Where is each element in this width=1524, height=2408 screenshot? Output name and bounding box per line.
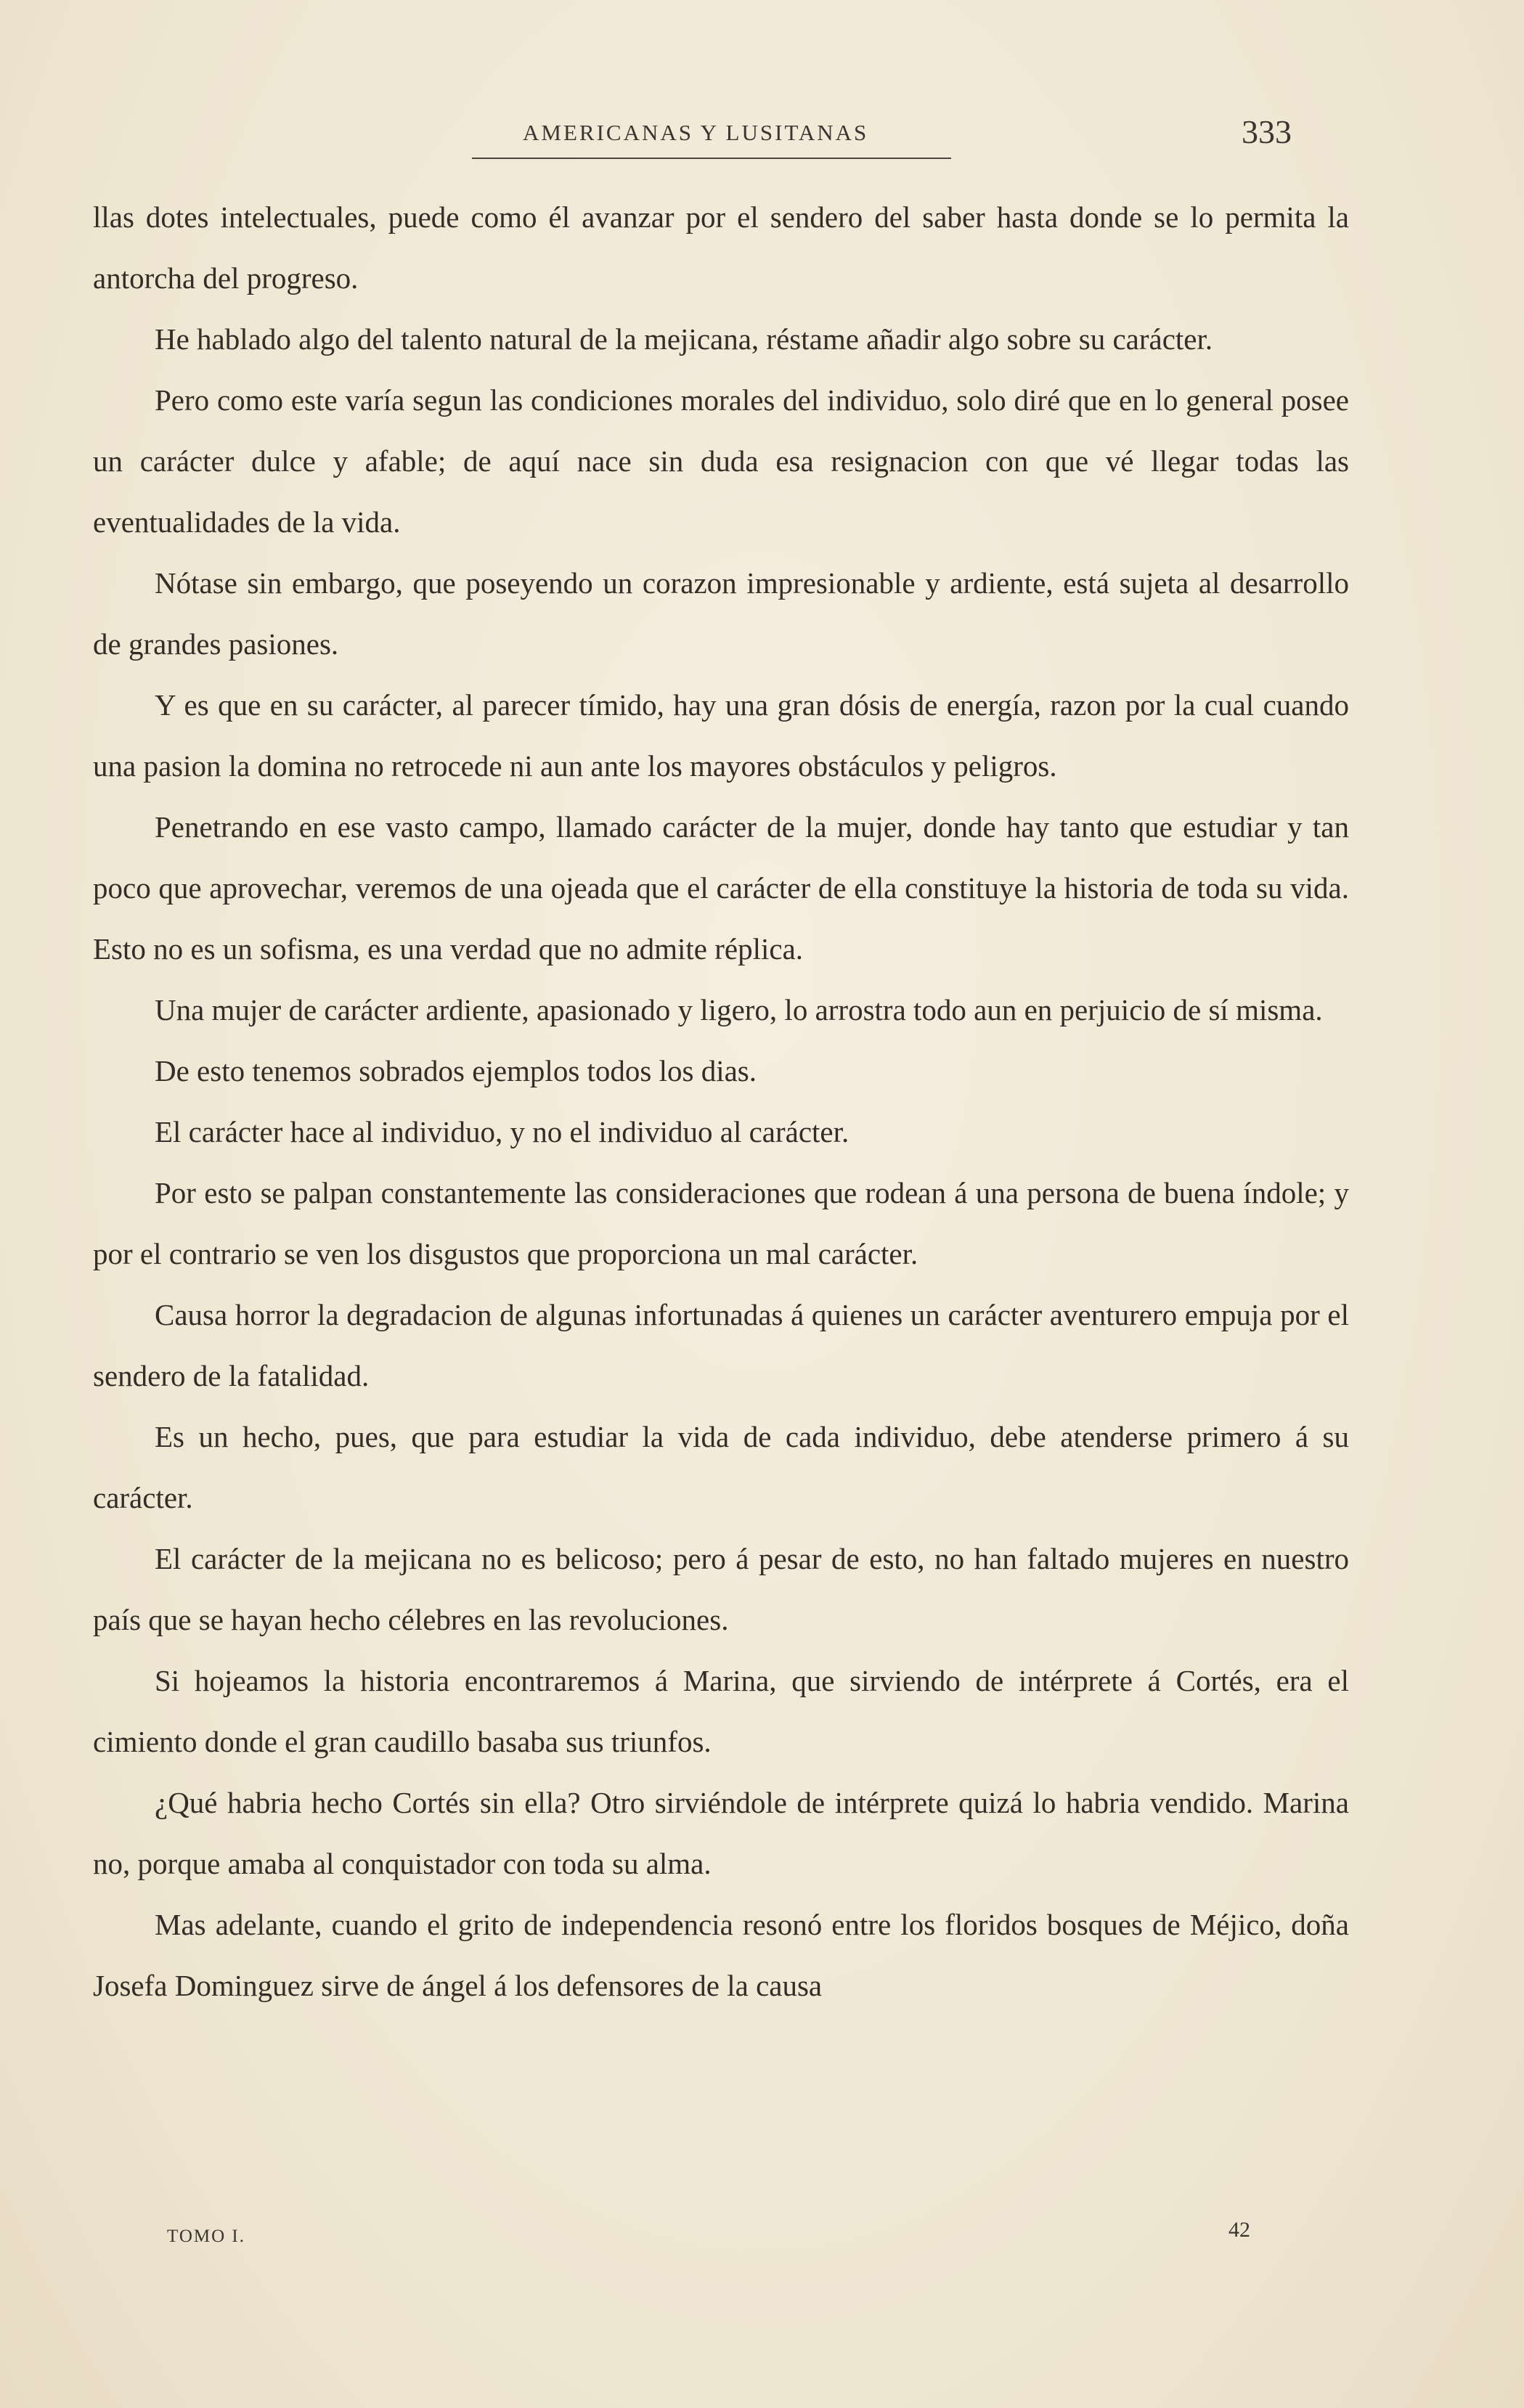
paragraph: llas dotes intelectuales, puede como él avanzar por el sendero del saber hasta donde se lo permita la antorcha del progreso. xyxy=(93,200,1349,295)
volume-label: TOMO I. xyxy=(167,2227,245,2246)
paragraph: Es un hecho, pues, que para estudiar la vida de cada individuo, debe atenderse primero á su carácter. xyxy=(93,1420,1349,1514)
signature-mark: 42 xyxy=(1228,2218,1250,2242)
paragraph: Penetrando en ese vasto campo, llamado carácter de la mujer, donde hay tanto que estudiar y tan poco que aprovechar, veremos de una ojeada que el carácter de ella constituye la historia de toda su vida. Esto no es un sofisma, es una verdad que no admite réplica. xyxy=(93,810,1349,966)
paragraph: Por esto se palpan constantemente las consideraciones que rodean á una persona de buena índole; y por el contrario se ven los disgustos que proporciona un mal carácter. xyxy=(93,1176,1349,1270)
paragraph: Pero como este varía segun las condiciones morales del individuo, solo diré que en lo general posee un carácter dulce y afable; de aquí nace sin duda esa resignacion con que vé llegar todas las eventualidades de la vida. xyxy=(93,383,1349,539)
running-title: AMERICANAS Y LUSITANAS xyxy=(523,120,869,145)
body-text xyxy=(93,187,1349,2016)
running-head xyxy=(0,113,1524,156)
paragraph: El carácter de la mejicana no es belicoso; pero á pesar de esto, no han faltado mujeres en nuestro país que se hayan hecho célebres en las revoluciones. xyxy=(93,1542,1349,1636)
paragraph: Causa horror la degradacion de algunas infortunadas á quienes un carácter aventurero empuja por el sendero de la fatalidad. xyxy=(93,1298,1349,1392)
paragraph: De esto tenemos sobrados ejemplos todos los dias. xyxy=(155,1054,757,1087)
paragraph: Y es que en su carácter, al parecer tímido, hay una gran dósis de energía, razon por la cual cuando una pasion la domina no retrocede ni aun ante los mayores obstáculos y peligros. xyxy=(93,688,1349,783)
paragraph: El carácter hace al individuo, y no el individuo al carácter. xyxy=(155,1115,849,1148)
paragraph: ¿Qué habria hecho Cortés sin ella? Otro sirviéndole de intérprete quizá lo habria vendido. Marina no, porque amaba al conquistador con toda su alma. xyxy=(93,1786,1349,1880)
paragraph: Si hojeamos la historia encontraremos á Marina, que sirviendo de intérprete á Cortés, era el cimiento donde el gran caudillo basaba sus triunfos. xyxy=(93,1664,1349,1758)
header-rule xyxy=(472,158,951,159)
page-number: 333 xyxy=(1242,113,1292,150)
page-footer xyxy=(0,2218,1524,2254)
paragraph: Una mujer de carácter ardiente, apasionado y ligero, lo arrostra todo aun en perjuicio de sí misma. xyxy=(155,993,1323,1027)
paragraph: Nótase sin embargo, que poseyendo un corazon impresionable y ardiente, está sujeta al desarrollo de grandes pasiones. xyxy=(93,566,1349,661)
paragraph: He hablado algo del talento natural de la mejicana, réstame añadir algo sobre su carácter. xyxy=(155,322,1213,356)
paragraph: Mas adelante, cuando el grito de independencia resonó entre los floridos bosques de Méjico, doña Josefa Dominguez sirve de ángel á los defensores de la causa xyxy=(93,1908,1349,2002)
